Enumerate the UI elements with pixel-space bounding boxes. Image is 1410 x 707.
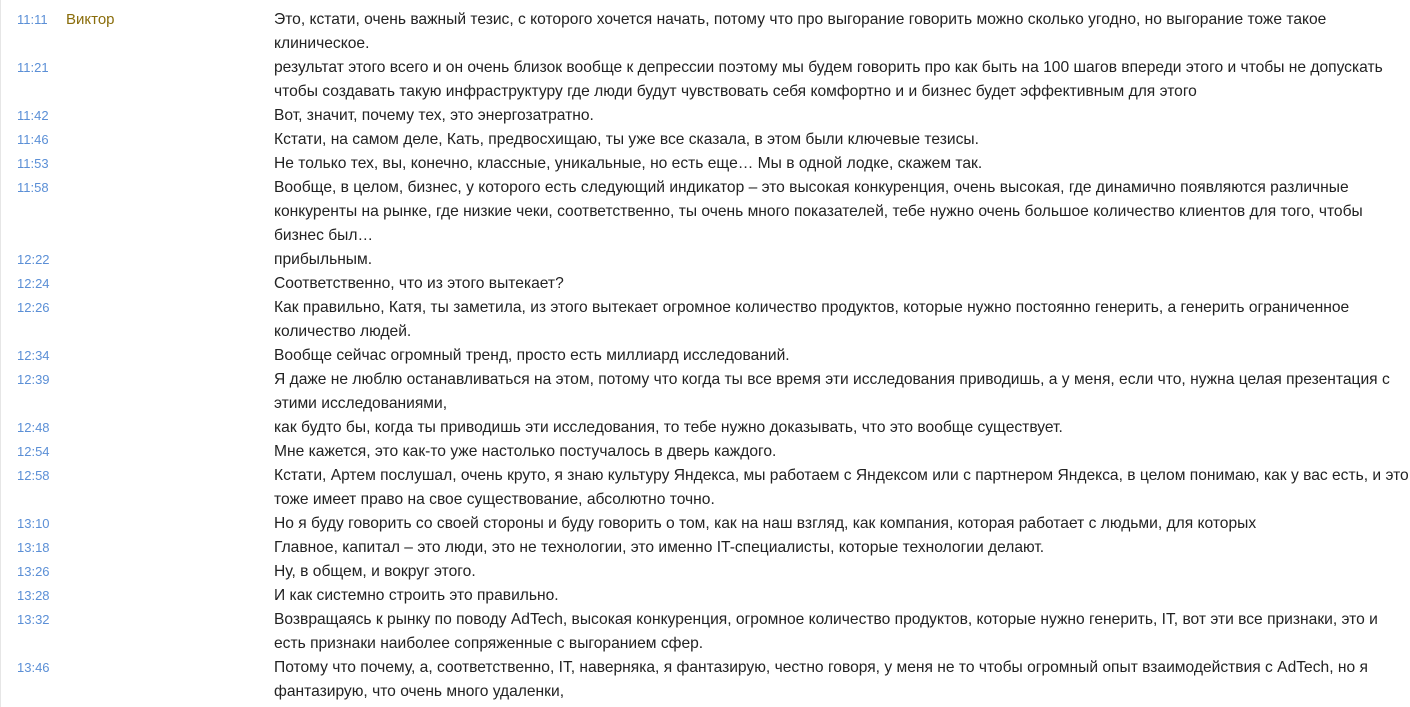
transcript-row <box>0 56 1410 104</box>
timestamp[interactable]: 11:46 <box>17 132 49 147</box>
utterance-text: Вообще сейчас огромный тренд, просто есть миллиард исследований. <box>274 347 790 364</box>
utterance-text: Мне кажется, это как-то уже настолько постучалось в дверь каждого. <box>274 443 777 460</box>
timestamp[interactable]: 12:39 <box>17 372 50 387</box>
transcript-row <box>0 416 1410 440</box>
utterance-text: прибыльным. <box>274 251 373 268</box>
utterance-text: Вообще, в целом, бизнес, у которого есть следующий индикатор – это высокая конкуренция, очень высокая, где динамично появляются различные конкуренты на рынке, где низкие чеки, соответственно, ты очень много показателей, тебе нужно очень большое количество клиентов для того, чтобы бизнес был… <box>274 179 1363 244</box>
timestamp[interactable]: 11:53 <box>17 156 49 171</box>
timestamp[interactable]: 13:46 <box>17 660 50 675</box>
transcript-row <box>0 512 1410 536</box>
utterance-text: как будто бы, когда ты приводишь эти исследования, то тебе нужно доказывать, что это вообще существует. <box>274 419 1063 436</box>
utterance-text: Вот, значит, почему тех, это энергозатратно. <box>274 107 594 124</box>
transcript-row <box>0 368 1410 416</box>
utterance-text: Но я буду говорить со своей стороны и буду говорить о том, как на наш взгляд, как компания, которая работает с людьми, для которых <box>274 515 1257 532</box>
transcript-row <box>0 584 1410 608</box>
timestamp[interactable]: 13:26 <box>17 564 50 579</box>
utterance-text: результат этого всего и он очень близок вообще к депрессии поэтому мы будем говорить про как быть на 100 шагов впереди этого и чтобы не допускать чтобы создавать такую инфраструктуру где люди будут чувствовать себя комфортно и и бизнес будет эффективным для этого <box>274 59 1383 100</box>
timestamp[interactable]: 12:22 <box>17 252 50 267</box>
utterance-text: Как правильно, Катя, ты заметила, из этого вытекает огромное количество продуктов, которые нужно постоянно генерить, а генерить ограниченное количество людей. <box>274 299 1350 340</box>
transcript-row <box>0 296 1410 344</box>
transcript-row <box>0 440 1410 464</box>
transcript-row <box>0 560 1410 584</box>
transcript-row <box>0 248 1410 272</box>
utterance-text: Не только тех, вы, конечно, классные, уникальные, но есть еще… Мы в одной лодке, скажем так. <box>274 155 983 172</box>
timestamp[interactable]: 11:58 <box>17 180 49 195</box>
timestamp[interactable]: 12:34 <box>17 348 50 363</box>
timestamp[interactable]: 11:21 <box>17 60 49 75</box>
transcript-row <box>0 536 1410 560</box>
transcript-row <box>0 656 1410 704</box>
timestamp[interactable]: 12:26 <box>17 300 50 315</box>
utterance-text: Я даже не люблю останавливаться на этом, потому что когда ты все время эти исследования приводишь, а у меня, если что, нужна целая презентация с этими исследованиями, <box>274 371 1390 412</box>
transcript-row <box>0 344 1410 368</box>
utterance-text: И как системно строить это правильно. <box>274 587 559 604</box>
timestamp[interactable]: 12:58 <box>17 468 50 483</box>
transcript-row <box>0 128 1410 152</box>
timestamp[interactable]: 11:42 <box>17 108 49 123</box>
utterance-text: Кстати, Артем послушал, очень круто, я знаю культуру Яндекса, мы работаем с Яндексом или с партнером Яндекса, в целом понимаю, как у вас есть, и это тоже имеет право на свое существование, абсолютно точно. <box>274 467 1409 508</box>
speaker-name: Виктор <box>66 11 115 28</box>
timestamp[interactable]: 11:11 <box>17 12 48 27</box>
timestamp[interactable]: 13:28 <box>17 588 50 603</box>
utterance-text: Потому что почему, а, соответственно, IT, наверняка, я фантазирую, честно говоря, у меня не то чтобы огромный опыт взаимодействия с AdTech, но я фантазирую, что очень много удаленки, <box>274 659 1368 700</box>
timestamp[interactable]: 13:32 <box>17 612 50 627</box>
timestamp[interactable]: 12:24 <box>17 276 50 291</box>
transcript-list <box>0 8 1410 704</box>
transcript-row <box>0 608 1410 656</box>
utterance-text: Соответственно, что из этого вытекает? <box>274 275 564 292</box>
timestamp[interactable]: 12:48 <box>17 420 50 435</box>
transcript-row <box>0 152 1410 176</box>
timestamp[interactable]: 13:10 <box>17 516 50 531</box>
timestamp[interactable]: 13:18 <box>17 540 50 555</box>
utterance-text: Возвращаясь к рынку по поводу AdTech, высокая конкуренция, огромное количество продуктов, которые нужно генерить, IT, вот эти все признаки, это и есть признаки наиболее сопряженные с выгоранием сфер. <box>274 611 1378 652</box>
transcript-row <box>0 176 1410 248</box>
transcript-row <box>0 272 1410 296</box>
transcript-row <box>0 464 1410 512</box>
transcript-row <box>0 8 1410 56</box>
utterance-text: Это, кстати, очень важный тезис, с которого хочется начать, потому что про выгорание говорить можно сколько угодно, но выгорание тоже такое клиническое. <box>274 11 1327 52</box>
timestamp[interactable]: 12:54 <box>17 444 50 459</box>
transcript-row <box>0 104 1410 128</box>
utterance-text: Ну, в общем, и вокруг этого. <box>274 563 476 580</box>
utterance-text: Главное, капитал – это люди, это не технологии, это именно IT-специалисты, которые технологии делают. <box>274 539 1045 556</box>
utterance-text: Кстати, на самом деле, Кать, предвосхищаю, ты уже все сказала, в этом были ключевые тезисы. <box>274 131 979 148</box>
